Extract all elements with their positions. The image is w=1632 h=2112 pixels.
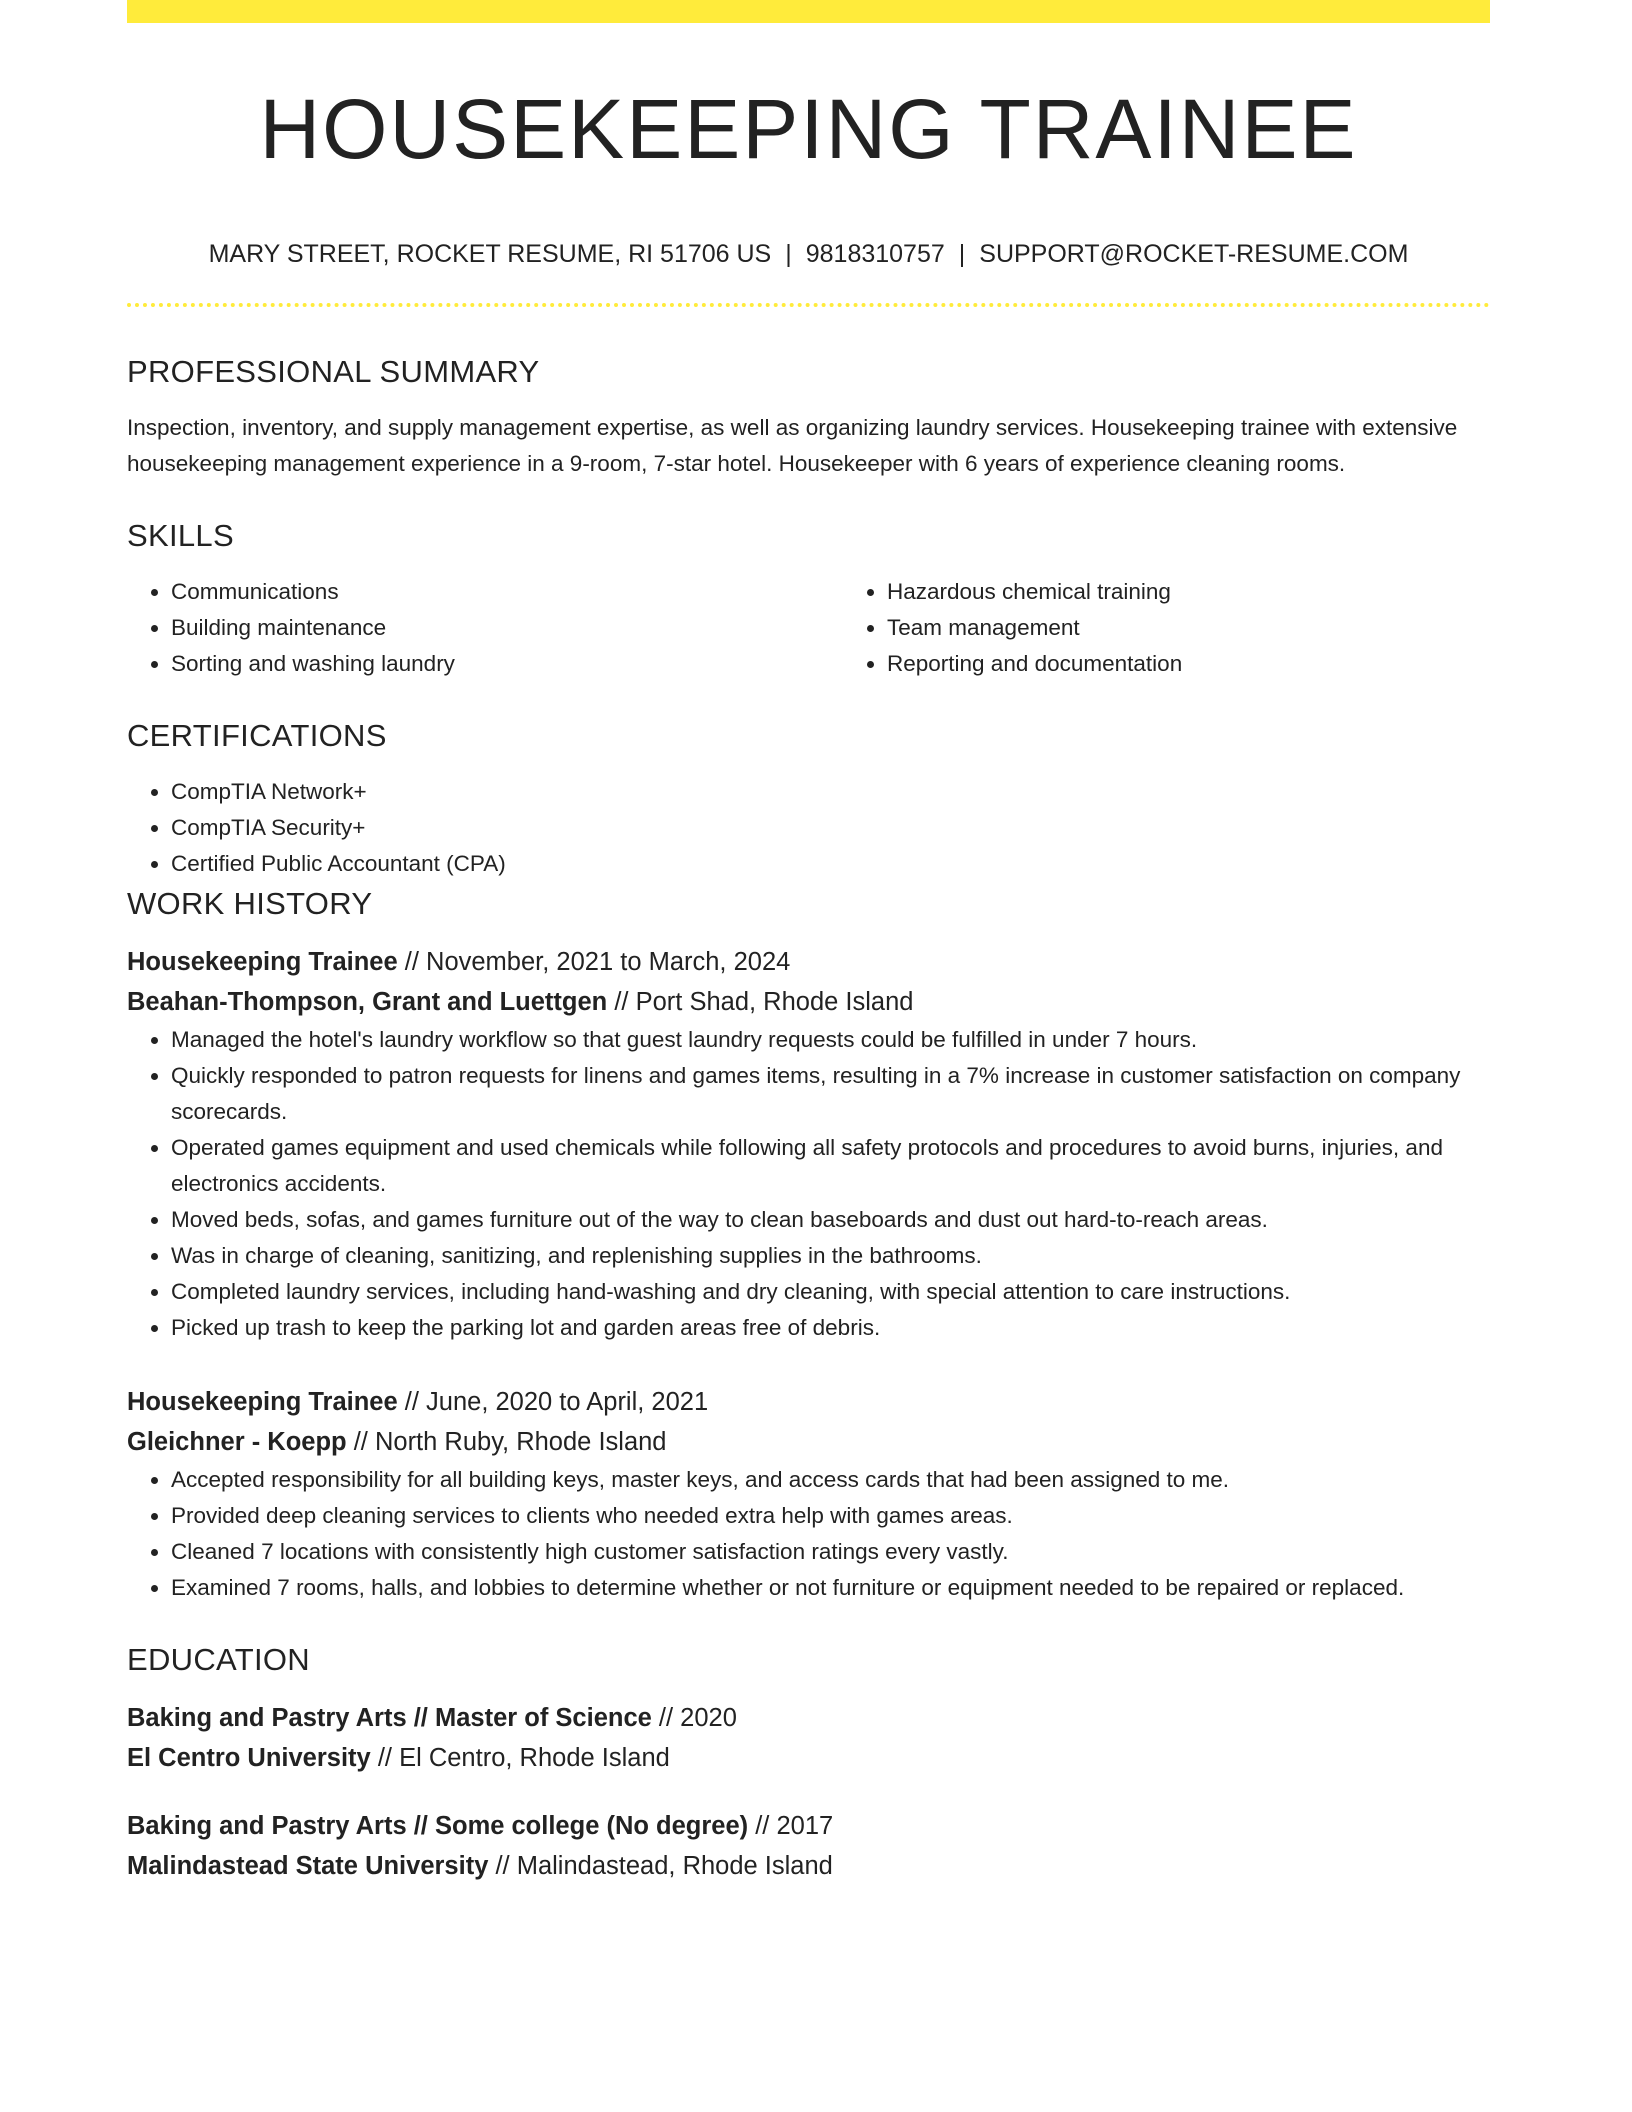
skill-item: • Sorting and washing laundry xyxy=(171,646,843,682)
contact-phone: 9818310757 xyxy=(805,240,945,268)
contact-separator: | xyxy=(785,240,792,268)
delimiter: // xyxy=(397,948,427,976)
skill-item: • Hazardous chemical training xyxy=(887,574,1559,610)
job-duty: • Managed the hotel's laundry workflow so that guest laundry requests could be fulfilled in under 7 hours. xyxy=(171,1022,1490,1058)
contact-address: MARY STREET, ROCKET RESUME, RI 51706 US xyxy=(208,240,772,268)
education-entry xyxy=(127,1698,1490,1778)
job-duty: • Moved beds, sofas, and games furniture out of the way to clean baseboards and dust out hard-to-reach areas. xyxy=(171,1202,1490,1238)
job-duty: • Provided deep cleaning services to clients who needed extra help with games areas. xyxy=(171,1498,1490,1534)
summary-heading: PROFESSIONAL SUMMARY xyxy=(127,354,540,389)
certification-item: • CompTIA Network+ xyxy=(171,774,1490,810)
job-dates: June, 2020 to April, 2021 xyxy=(426,1388,709,1416)
education-year: 2020 xyxy=(680,1704,737,1732)
delimiter: // xyxy=(651,1704,681,1732)
education-degree-line xyxy=(127,1806,1490,1846)
skills-list-left xyxy=(127,574,843,682)
resume-body xyxy=(127,350,1490,1914)
resume-name: HOUSEKEEPING TRAINEE xyxy=(259,82,1358,176)
education-heading: EDUCATION xyxy=(127,1642,310,1677)
job-duty: • Quickly responded to patron requests for linens and games items, resulting in a 7% increase in customer satisfaction on company scorecards. xyxy=(171,1058,1490,1130)
job-company: Gleichner - Koepp xyxy=(127,1428,347,1456)
job-location: Port Shad, Rhode Island xyxy=(635,988,914,1016)
certifications-heading: CERTIFICATIONS xyxy=(127,718,387,753)
skill-item: • Team management xyxy=(887,610,1559,646)
delimiter: // xyxy=(397,1388,427,1416)
skill-item: • Communications xyxy=(171,574,843,610)
education-degree: Baking and Pastry Arts // Master of Science xyxy=(127,1704,652,1732)
job-company-line xyxy=(127,982,1490,1022)
job-location: North Ruby, Rhode Island xyxy=(374,1428,667,1456)
job-duty: • Picked up trash to keep the parking lot and garden areas free of debris. xyxy=(171,1310,1490,1346)
job-role: Housekeeping Trainee xyxy=(127,948,398,976)
job-duties-list xyxy=(127,1022,1490,1346)
education-school: El Centro University xyxy=(127,1744,371,1772)
skills-list-right xyxy=(843,574,1559,682)
job-entry xyxy=(127,1382,1490,1606)
job-duty: • Operated games equipment and used chemicals while following all safety protocols and procedures to avoid burns, injuries, and electronics accidents. xyxy=(171,1130,1490,1202)
job-entry xyxy=(127,942,1490,1346)
delimiter: // xyxy=(607,988,636,1016)
job-dates: November, 2021 to March, 2024 xyxy=(426,948,791,976)
job-duty: • Cleaned 7 locations with consistently high customer satisfaction ratings every vastly. xyxy=(171,1534,1490,1570)
education-location: El Centro, Rhode Island xyxy=(399,1744,670,1772)
accent-bar xyxy=(127,0,1490,23)
skill-item: • Building maintenance xyxy=(171,610,843,646)
delimiter: // xyxy=(748,1812,777,1840)
delimiter: // xyxy=(488,1852,517,1880)
skill-item: • Reporting and documentation xyxy=(887,646,1559,682)
summary-text: Inspection, inventory, and supply management expertise, as well as organizing laundry services. Housekeeping trainee with extensive housekeeping management experience in a 9-room, 7-star hotel. Housekeeper with 6 years of experience cleaning rooms. xyxy=(127,415,1458,476)
job-company-line xyxy=(127,1422,1490,1462)
job-title-line xyxy=(127,942,1490,982)
job-company: Beahan-Thompson, Grant and Luettgen xyxy=(127,988,608,1016)
work-history-heading: WORK HISTORY xyxy=(127,886,373,921)
skills-heading: SKILLS xyxy=(127,518,234,553)
contact-separator: | xyxy=(958,240,966,268)
skills-columns xyxy=(127,574,1490,682)
education-location: Malindastead, Rhode Island xyxy=(516,1852,833,1880)
education-year: 2017 xyxy=(776,1812,834,1840)
education-school: Malindastead State University xyxy=(127,1852,489,1880)
education-school-line xyxy=(127,1738,1490,1778)
job-title-line xyxy=(127,1382,1490,1422)
contact-email: SUPPORT@ROCKET-RESUME.COM xyxy=(979,240,1409,268)
dotted-divider xyxy=(127,303,1490,307)
delimiter: // xyxy=(346,1428,375,1456)
education-degree-line xyxy=(127,1698,1490,1738)
certifications-list xyxy=(127,774,1490,882)
job-duty: • Accepted responsibility for all building keys, master keys, and access cards that had been assigned to me. xyxy=(171,1462,1490,1498)
job-duty: • Was in charge of cleaning, sanitizing, and replenishing supplies in the bathrooms. xyxy=(171,1238,1490,1274)
job-duty: • Completed laundry services, including hand-washing and dry cleaning, with special attention to care instructions. xyxy=(171,1274,1490,1310)
contact-line xyxy=(127,234,1490,274)
delimiter: // xyxy=(370,1744,400,1772)
education-entry xyxy=(127,1806,1490,1886)
education-degree: Baking and Pastry Arts // Some college (No degree) xyxy=(127,1812,749,1840)
job-role: Housekeeping Trainee xyxy=(127,1388,398,1416)
job-duties-list xyxy=(127,1462,1490,1606)
job-duty: • Examined 7 rooms, halls, and lobbies to determine whether or not furniture or equipment needed to be repaired or replaced. xyxy=(171,1570,1490,1606)
education-school-line xyxy=(127,1846,1490,1886)
certification-item: • Certified Public Accountant (CPA) xyxy=(171,846,1490,882)
certification-item: • CompTIA Security+ xyxy=(171,810,1490,846)
